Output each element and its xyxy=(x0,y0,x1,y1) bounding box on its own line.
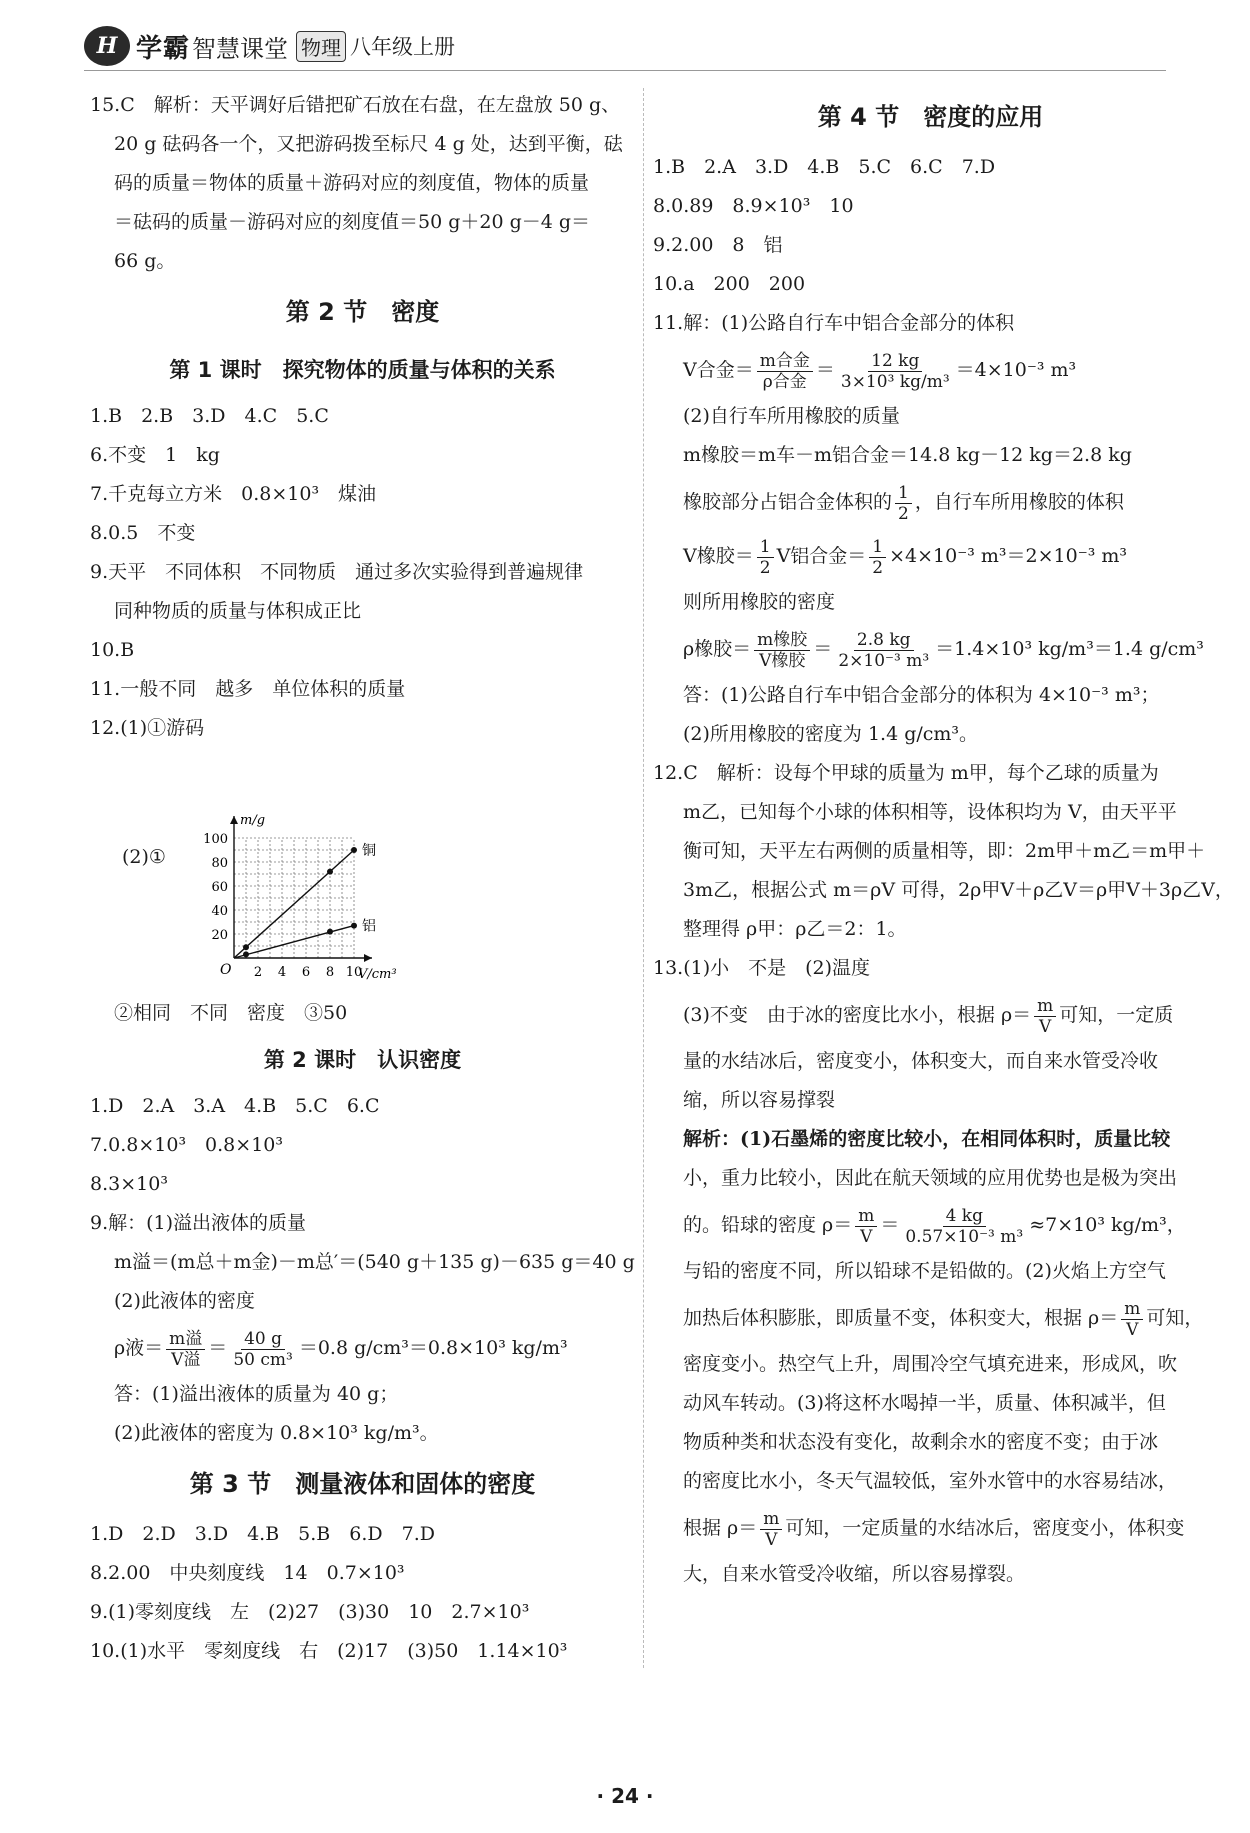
answer-line: 10.a 200 200 xyxy=(653,273,806,295)
answer-line: (2)自行车所用橡胶的质量 xyxy=(683,405,900,427)
formula-text: V橡胶＝ xyxy=(683,545,754,567)
logo-icon: H xyxy=(84,26,130,66)
x-axis-label: V/cm³ xyxy=(358,967,397,982)
answer-line: 则所用橡胶的密度 xyxy=(683,591,836,613)
denominator: 3×10³ kg/m³ xyxy=(840,371,950,392)
answer-line: 1.D 2.D 3.D 4.B 5.B 6.D 7.D xyxy=(90,1523,435,1545)
answer-line: 缩，所以容易撑裂 xyxy=(683,1089,836,1111)
section-title: 第 4 节 密度的应用 xyxy=(817,103,1044,131)
numerator: m溢 xyxy=(166,1329,205,1350)
answer-line: 9.解：(1)溢出液体的质量 xyxy=(90,1212,307,1234)
answer-line: 的密度比水小，冬天气温较低，室外水管中的水容易结冰， xyxy=(683,1470,1178,1492)
formula-text: V合金＝ xyxy=(683,359,754,381)
denominator: V橡胶 xyxy=(759,650,806,671)
numerator: m xyxy=(1121,1299,1143,1320)
answer-line: m溢＝(m总＋m金)－m总′＝(540 g＋135 g)－635 g＝40 g xyxy=(114,1251,635,1273)
formula-text: ×4×10⁻³ m³＝2×10⁻³ m³ xyxy=(889,545,1128,567)
y-tick-label: 20 xyxy=(211,928,228,943)
x-tick-label: 4 xyxy=(277,965,287,980)
answer-line: 15.C 解析：天平调好后错把矿石放在右盘，在左盘放 50 g、 xyxy=(90,94,621,116)
data-point xyxy=(327,929,333,935)
series-label: 铝 xyxy=(362,918,376,935)
formula-line: V合金＝ $\frac{\text{m合金}}{\text{ρ合金}}$ ＝ $\frac{12 kg}{\text{3×10³ kg/m³}}$ ＝4×10⁻³ m³ xyxy=(683,350,1077,392)
header-divider xyxy=(84,70,1166,71)
answer-line: 7.0.8×10³ 0.8×10³ xyxy=(90,1134,283,1156)
x-tick-label: 10 xyxy=(345,965,363,980)
fraction xyxy=(757,537,774,578)
numerator: 4 kg xyxy=(943,1206,986,1227)
answer-line: 13.(1)小 不是 (2)温度 xyxy=(653,957,871,979)
right-column xyxy=(653,86,1234,1594)
fraction xyxy=(895,483,912,524)
formula-line xyxy=(653,475,1208,529)
answer-line: ＝砝码的质量－游码对应的刻度值＝50 g＋20 g－4 g＝ xyxy=(114,211,591,233)
denominator: 50 cm³ xyxy=(233,1349,293,1370)
answer-line: ②相同 不同 密度 ③50 xyxy=(114,1002,348,1024)
formula-line xyxy=(653,1291,1208,1345)
answer-line: 密度变小。热空气上升，周围冷空气填充进来，形成风，吹 xyxy=(683,1353,1178,1375)
fraction xyxy=(855,1206,877,1247)
formula-text: ，自行车所用橡胶的体积 xyxy=(914,491,1124,513)
answer-line: 与铅的密度不同，所以铅球不是铅做的。(2)火焰上方空气 xyxy=(683,1260,1166,1282)
formula-line: ρ橡胶＝ $\frac{\text{m橡胶}}{\text{V橡胶}}$ ＝ $\frac{2.8 kg}{\text{2×10⁻³ m³}}$ ＝1.4×10³ kg/m³＝1.4 g/cm³ xyxy=(683,629,1204,671)
fraction xyxy=(838,351,953,392)
x-tick-label: 6 xyxy=(301,965,311,980)
answer-line: 量的水结冰后，密度变小，体积变大，而自来水管受冷收 xyxy=(683,1050,1159,1072)
fraction xyxy=(869,537,886,578)
fraction xyxy=(166,1329,205,1370)
y-axis-arrow xyxy=(230,816,238,824)
numerator: 2.8 kg xyxy=(854,630,914,651)
data-point xyxy=(351,923,357,929)
denominator: V xyxy=(765,1529,778,1550)
graph-question-label: (2)① xyxy=(122,846,166,868)
formula-line xyxy=(653,988,1208,1042)
answer-line: 整理得 ρ甲：ρ乙＝2：1。 xyxy=(683,918,907,940)
formula-text: 可知， xyxy=(1146,1307,1204,1329)
subject-badge: 物理 xyxy=(296,31,346,62)
answer-line: 9.2.00 8 铝 xyxy=(653,234,783,256)
denominator: 2 xyxy=(759,557,771,578)
answer-line: 66 g。 xyxy=(114,250,176,272)
answer-line: (2)此液体的密度为 0.8×10³ kg/m³。 xyxy=(114,1422,439,1444)
formula-text: ≈7×10³ kg/m³， xyxy=(1029,1214,1186,1236)
fraction xyxy=(230,1329,296,1370)
denominator: V xyxy=(1126,1319,1139,1340)
answer-line: 11.解：(1)公路自行车中铝合金部分的体积 xyxy=(653,312,1015,334)
y-tick-label: 80 xyxy=(211,856,228,871)
answer-line: 答：(1)公路自行车中铝合金部分的体积为 4×10⁻³ m³； xyxy=(683,684,1160,706)
fraction xyxy=(835,630,932,671)
fraction xyxy=(754,630,810,671)
answer-line: 1.B 2.B 3.D 4.C 5.C xyxy=(90,405,329,427)
mass-volume-graph xyxy=(90,748,635,994)
answer-line: 12.C 解析：设每个甲球的质量为 m甲，每个乙球的质量为 xyxy=(653,762,1159,784)
formula-text: ＝4×10⁻³ m³ xyxy=(955,359,1077,381)
x-tick-label: 8 xyxy=(325,965,335,980)
answer-line: 10.(1)水平 零刻度线 右 (2)17 (3)50 1.14×10³ xyxy=(90,1640,568,1662)
answer-line: 12.(1)①游码 xyxy=(90,717,205,739)
data-point xyxy=(327,869,333,875)
formula-text: 可知，一定质 xyxy=(1059,1004,1174,1026)
formula-line: 的。铅球的密度 ρ＝ $\frac{m}{V}$ ＝ $\frac{4 kg}{\text{0.57×10⁻³ m³}}$ ≈7×10³ kg/m³， xyxy=(683,1205,1186,1247)
section-title: 第 2 节 密度 xyxy=(285,298,440,326)
answer-line: 20 g 砝码各一个，又把游码拨至标尺 4 g 处，达到平衡，砝 xyxy=(114,133,623,155)
formula-text: 根据 ρ＝ xyxy=(683,1517,758,1539)
answer-line: 7.千克每立方米 0.8×10³ 煤油 xyxy=(90,483,377,505)
answer-line: 8.0.89 8.9×10³ 10 xyxy=(653,195,854,217)
origin-label: O xyxy=(220,962,232,978)
answer-line: (2)所用橡胶的密度为 1.4 g/cm³。 xyxy=(683,723,979,745)
brand-name: 学霸 xyxy=(136,33,191,64)
formula-text: V铝合金＝ xyxy=(776,545,867,567)
answer-line: (2)此液体的密度 xyxy=(114,1290,255,1312)
numerator: 1 xyxy=(869,537,886,558)
brand-subtitle: 智慧课堂 xyxy=(192,34,289,63)
answer-line: 8.0.5 不变 xyxy=(90,522,196,544)
numerator: m xyxy=(855,1206,877,1227)
formula-text: 加热后体积膨胀，即质量不变，体积变大，根据 ρ＝ xyxy=(683,1307,1119,1329)
answer-line: m橡胶＝m车－m铝合金＝14.8 kg－12 kg＝2.8 kg xyxy=(683,444,1132,466)
formula-text: ρ液＝ xyxy=(114,1337,164,1359)
formula-line xyxy=(653,529,1208,583)
formula-line xyxy=(653,1501,1208,1555)
left-column xyxy=(90,86,635,1671)
answer-line: 6.不变 1 kg xyxy=(90,444,220,466)
numerator: m xyxy=(1034,996,1056,1017)
answer-line: 解析：(1)石墨烯的密度比较小，在相同体积时，质量比较 xyxy=(683,1128,1171,1150)
fraction xyxy=(757,351,813,392)
lesson-title: 第 1 课时 探究物体的质量与体积的关系 xyxy=(169,358,556,382)
denominator: V xyxy=(1039,1016,1052,1037)
numerator: 12 kg xyxy=(868,351,922,372)
answer-line: 10.B xyxy=(90,639,135,661)
section-title: 第 3 节 测量液体和固体的密度 xyxy=(189,1470,536,1498)
answer-line: 码的质量＝物体的质量＋游码对应的刻度值，物体的质量 xyxy=(114,172,590,194)
answer-line: m乙，已知每个小球的体积相等，设体积均为 V，由天平平 xyxy=(683,801,1177,823)
x-tick-label: 2 xyxy=(253,965,263,980)
answer-line: 1.B 2.A 3.D 4.B 5.C 6.C 7.D xyxy=(653,156,996,178)
denominator: V xyxy=(860,1226,873,1247)
x-axis-arrow xyxy=(364,954,372,962)
formula-text: ρ橡胶＝ xyxy=(683,638,752,660)
page-header xyxy=(84,20,455,72)
answer-line: 8.3×10³ xyxy=(90,1173,168,1195)
answer-line: 衡可知，天平左右两侧的质量相等，即：2m甲＋m乙＝m甲＋ xyxy=(683,840,1206,862)
formula-text: 橡胶部分占铝合金体积的 xyxy=(683,491,893,513)
data-point xyxy=(243,951,249,957)
fraction xyxy=(1121,1299,1143,1340)
numerator: m橡胶 xyxy=(754,630,810,651)
data-point xyxy=(243,944,249,950)
numerator: 40 g xyxy=(241,1329,285,1350)
denominator: 0.57×10⁻³ m³ xyxy=(905,1226,1024,1247)
denominator: 2 xyxy=(872,557,884,578)
formula-text: 的。铅球的密度 ρ＝ xyxy=(683,1214,853,1236)
formula-text: 可知，一定质量的水结冰后，密度变小，体积变 xyxy=(785,1517,1185,1539)
denominator: 2 xyxy=(898,503,909,524)
formula-text: (3)不变 由于冰的密度比水小，根据 ρ＝ xyxy=(683,1004,1032,1026)
answer-line: 9.天平 不同体积 不同物质 通过多次实验得到普遍规律 xyxy=(90,561,584,583)
answer-line: 小，重力比较小，因此在航天领域的应用优势也是极为突出 xyxy=(683,1167,1178,1189)
numerator: m xyxy=(760,1509,782,1530)
answer-line: 动风车转动。(3)将这杯水喝掉一半，质量、体积减半，但 xyxy=(683,1392,1166,1414)
page-number: · 24 · xyxy=(596,1784,654,1808)
fraction xyxy=(902,1206,1026,1247)
denominator: 2×10⁻³ m³ xyxy=(838,650,930,671)
y-tick-label: 100 xyxy=(203,832,228,847)
numerator: 1 xyxy=(895,483,912,504)
answer-line: 物质种类和状态没有变化，故剩余水的密度不变；由于冰 xyxy=(683,1431,1159,1453)
answer-line: 9.(1)零刻度线 左 (2)27 (3)30 10 2.7×10³ xyxy=(90,1601,530,1623)
formula-text: ＝0.8 g/cm³＝0.8×10³ kg/m³ xyxy=(298,1337,568,1359)
denominator: ρ合金 xyxy=(762,371,807,392)
numerator: 1 xyxy=(757,537,774,558)
y-tick-label: 60 xyxy=(211,880,228,895)
y-tick-label: 40 xyxy=(211,904,228,919)
answer-line: 11.一般不同 越多 单位体积的质量 xyxy=(90,678,406,700)
formula-text: ＝1.4×10³ kg/m³＝1.4 g/cm³ xyxy=(935,638,1204,660)
answer-line: 大，自来水管受冷收缩，所以容易撑裂。 xyxy=(683,1563,1026,1585)
answer-line: 8.2.00 中央刻度线 14 0.7×10³ xyxy=(90,1562,405,1584)
series-label: 铜 xyxy=(362,843,376,859)
graph-canvas xyxy=(198,752,458,992)
answer-line: 1.D 2.A 3.A 4.B 5.C 6.C xyxy=(90,1095,380,1117)
numerator: m合金 xyxy=(757,351,813,372)
fraction xyxy=(1034,996,1056,1037)
grade-label: 八年级上册 xyxy=(350,35,456,59)
lesson-title: 第 2 课时 认识密度 xyxy=(263,1048,462,1072)
y-axis-label: m/g xyxy=(240,813,266,828)
denominator: V溢 xyxy=(171,1349,201,1370)
column-divider xyxy=(643,88,644,1668)
answer-line: 答：(1)溢出液体的质量为 40 g； xyxy=(114,1383,399,1405)
formula-line: ρ液＝ $\frac{\text{m溢}}{\text{V溢}}$ ＝ $\frac{40 g}{\text{50 cm³}}$ ＝0.8 g/cm³＝0.8×10³ kg/m³ xyxy=(114,1328,568,1370)
answer-line: 3m乙，根据公式 m＝ρV 可得，2ρ甲V＋ρ乙V＝ρ甲V＋3ρ乙V， xyxy=(683,879,1234,901)
answer-line: 同种物质的质量与体积成正比 xyxy=(114,600,362,622)
fraction xyxy=(760,1509,782,1550)
data-point xyxy=(351,847,357,853)
